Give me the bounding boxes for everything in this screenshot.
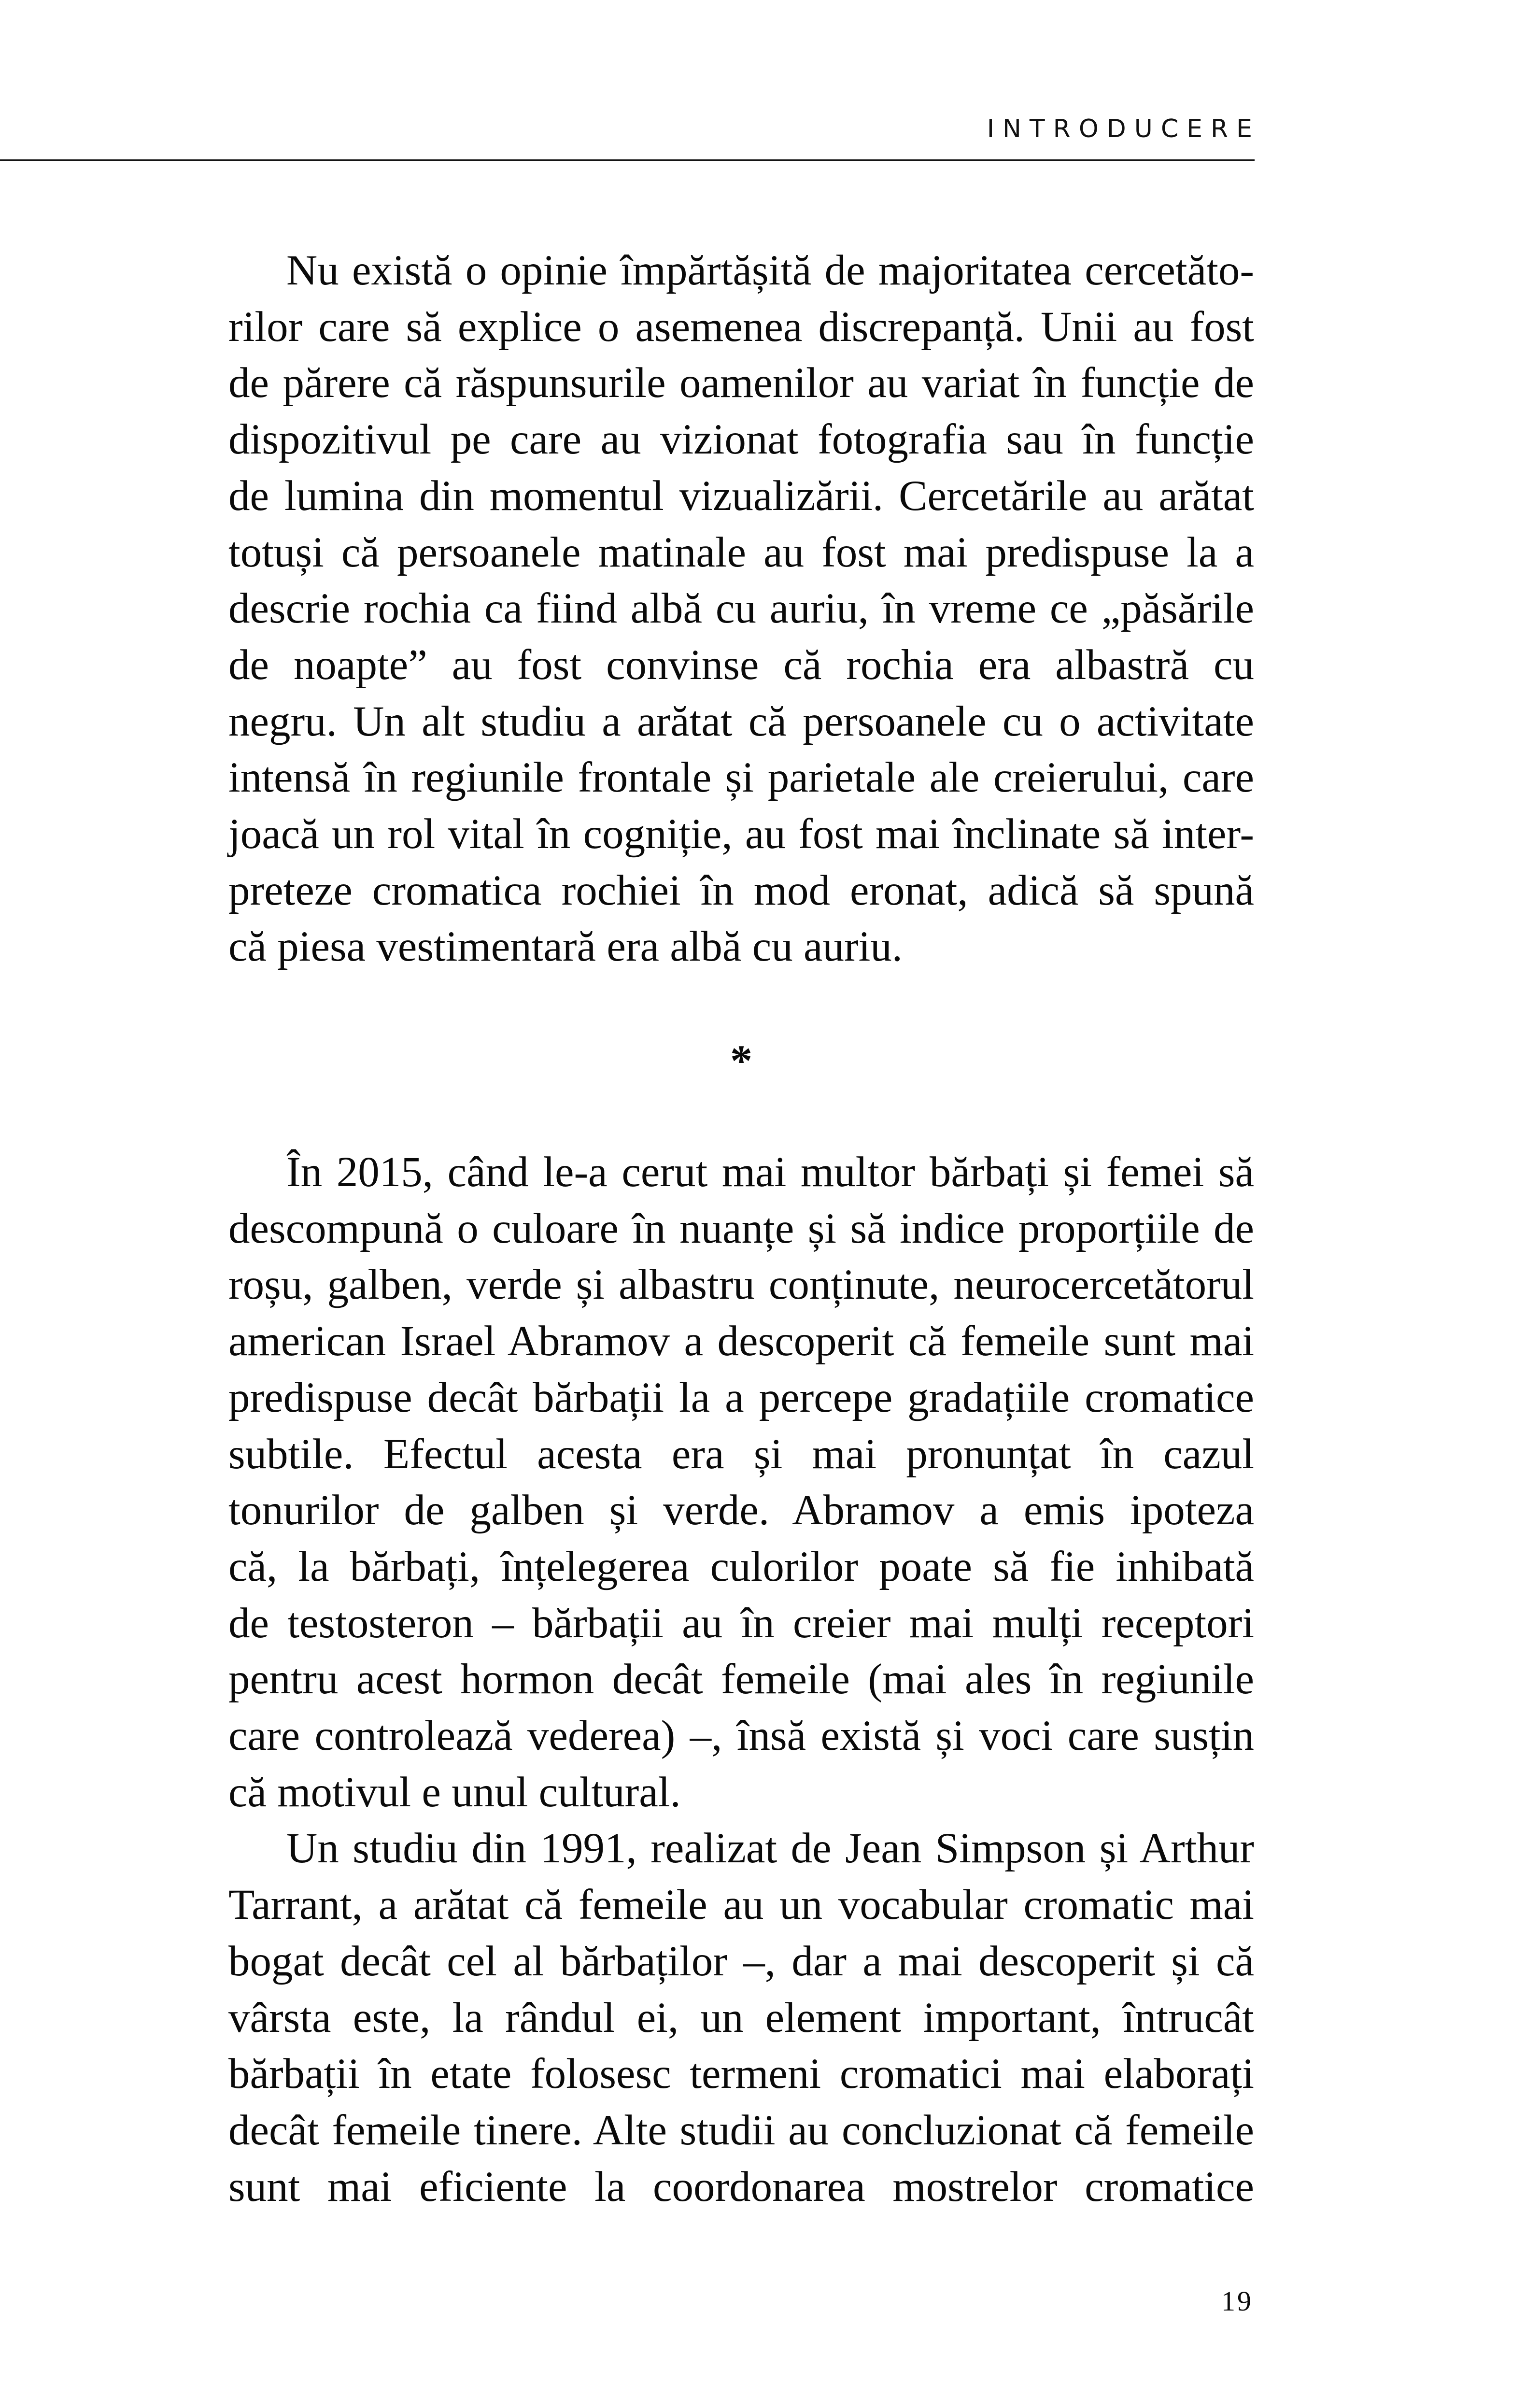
text-line: Tarrant, a arătat că femeile au un vocabular cromatic mai [228, 1881, 1254, 1929]
text-section-1 [228, 242, 1254, 975]
page-number: 19 [1221, 2285, 1253, 2317]
running-header-title: INTRODUCERE [987, 114, 1260, 143]
text-line: Un studiu din 1991, realizat de Jean Simpson și Arthur [286, 1825, 1254, 1872]
text-line: negru. Un alt studiu a arătat că persoanele cu o activitate [228, 697, 1254, 745]
paragraph [228, 1144, 1254, 1820]
paragraph [228, 242, 1254, 975]
text-line: sunt mai eficiente la coordonarea mostrelor cromatice [228, 2163, 1254, 2211]
text-line: decât femeile tinere. Alte studii au concluzionat că femeile [228, 2106, 1254, 2154]
text-line: de noapte” au fost convinse că rochia era albastră cu [228, 641, 1254, 689]
text-line: totuși că persoanele matinale au fost mai predispuse la a [228, 528, 1254, 576]
text-line: Nu există o opinie împărtășită de majoritatea cercetăto- [286, 247, 1254, 294]
text-line: american Israel Abramov a descoperit că femeile sunt mai [228, 1318, 1254, 1365]
text-line: subtile. Efectul acesta era și mai pronunțat în cazul [228, 1430, 1254, 1478]
text-line: vârsta este, la rândul ei, un element important, întrucât [228, 1994, 1254, 2042]
text-line: de părere că răspunsurile oamenilor au variat în funcție de [228, 359, 1254, 407]
text-line: de lumina din momentul vizualizării. Cercetările au arătat [228, 472, 1254, 520]
text-line: că, la bărbați, înțelegerea culorilor poate să fie inhibată [228, 1543, 1254, 1590]
text-line: de testosteron – bărbații au în creier mai mulți receptori [228, 1599, 1254, 1647]
text-line: că motivul e unul cultural. [228, 1768, 681, 1816]
text-line: preteze cromatica rochiei în mod eronat, adică să spună [228, 866, 1254, 914]
section-separator-asterisk: * [730, 1036, 752, 1085]
text-line: În 2015, când le-a cerut mai multor bărbați și femei să [286, 1148, 1254, 1196]
text-line: descompună o culoare în nuanțe și să indice proporțiile de [228, 1205, 1254, 1252]
text-line: joacă un rol vital în cogniție, au fost mai înclinate să inter- [228, 810, 1254, 858]
text-line: rilor care să explice o asemenea discrepanță. Unii au fost [228, 303, 1254, 351]
paragraph [228, 1820, 1254, 2215]
text-line: pentru acest hormon decât femeile (mai ales în regiunile [228, 1656, 1254, 1703]
text-line: dispozitivul pe care au vizionat fotografia sau în funcție [228, 416, 1254, 464]
text-line: intensă în regiunile frontale și parietale ale creierului, care [228, 754, 1254, 802]
text-line: că piesa vestimentară era albă cu auriu. [228, 923, 903, 971]
text-line: tonurilor de galben și verde. Abramov a emis ipoteza [228, 1487, 1254, 1534]
text-line: predispuse decât bărbații la a percepe gradațiile cromatice [228, 1374, 1254, 1421]
text-line: descrie rochia ca fiind albă cu auriu, în vreme ce „păsările [228, 585, 1254, 633]
text-line: bărbații în etate folosesc termeni cromatici mai elaborați [228, 2050, 1254, 2098]
text-line: bogat decât cel al bărbaților –, dar a mai descoperit și că [228, 1937, 1254, 1985]
text-line: care controlează vederea) –, însă există și voci care susțin [228, 1712, 1254, 1760]
text-section-2 [228, 1144, 1254, 2215]
text-line: roșu, galben, verde și albastru conținute, neurocercetătorul [228, 1261, 1254, 1309]
header-rule-divider [0, 159, 1255, 161]
